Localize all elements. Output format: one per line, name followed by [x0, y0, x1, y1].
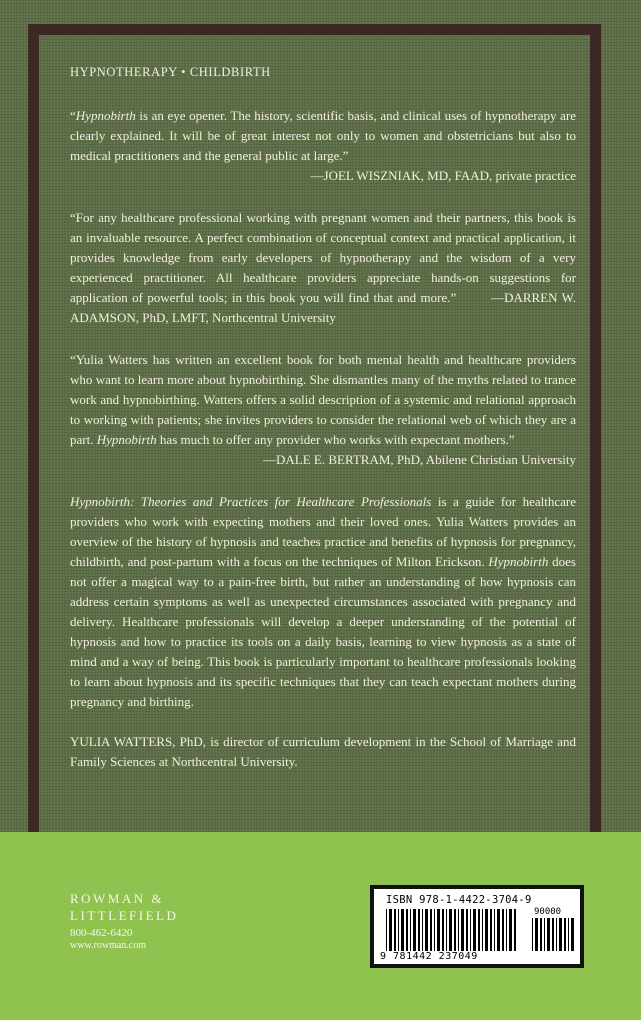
quote-3-text-before: “Yulia Watters has written an excellent book for both mental health and healthcare providers who want to learn more about hypnobirthing. She dismantles many of the myths related to trance work and hypnobirthing. Watters offers a solid description of a systemic and relational approach to working with patients; she invites providers to consider the relational web of which they are a part.: [70, 352, 576, 447]
publisher-block: [70, 890, 178, 951]
publisher-name-line-1: ROWMAN &: [70, 891, 165, 906]
quote-1: [70, 106, 576, 186]
description-text-2: does not offer a magical way to a pain-free birth, but rather an understanding of how hypnosis can address certain symptoms as well as unexpected circumstances associated with pregnancy and delivery. Healthcare professionals will develop a deeper understanding of the potential of hypnosis and how to practice its tools on a daily basis, learning to view hypnosis as a state of mind and a way of being. This book is particularly important to healthcare professionals looking to learn about hypnosis and its specific techniques that they can teach expectant mothers during pregnancy and birthing.: [70, 554, 576, 709]
quote-3: [70, 350, 576, 470]
quote-2-text: “For any healthcare professional working with pregnant women and their partners, this book is an invaluable resource. A perfect combination of conceptual context and practical application, it provides knowledge from early developers of hypnotherapy and the wisdom of a very experienced practitioner. All healthcare providers appreciate hands-on suggestions for application of powerful tools; in this book you will find that and more.”: [70, 210, 576, 305]
quote-3-text-after: has much to offer any provider who works with expectant mothers.”: [156, 432, 515, 447]
quote-2: [70, 208, 576, 328]
barcode-bars-addon: [532, 918, 576, 951]
quote-2-attribution: —DARREN W. ADAMSON, PhD, LMFT, Northcentral University: [70, 290, 577, 325]
description-book-title-2: Hypnobirth: [488, 554, 549, 569]
publisher-phone: 800-462-6420: [70, 927, 133, 939]
isbn-barcode: [370, 885, 584, 968]
quote-1-open: “: [70, 108, 76, 123]
publisher-website: www.rowman.com: [70, 940, 147, 951]
quote-1-attribution: —JOEL WISZNIAK, MD, FAAD, private practice: [310, 168, 576, 183]
category-label: HYPNOTHERAPY • CHILDBIRTH: [70, 65, 271, 79]
description-book-title: Hypnobirth: Theories and Practices for Healthcare Professionals: [70, 494, 432, 509]
quote-3-attribution: —DALE E. BERTRAM, PhD, Abilene Christian University: [262, 452, 576, 467]
ean-digits: 9 781442 237049: [380, 951, 478, 962]
back-cover-text: [70, 62, 576, 772]
publisher-name-line-2: LITTLEFIELD: [70, 908, 179, 923]
quote-1-text: is an eye opener. The history, scientific basis, and clinical uses of hypnotherapy are clearly explained. It will be of great interest not only to women and obstetricians but also to medical practitioners and the general public at large.”: [70, 108, 576, 163]
author-bio: YULIA WATTERS, PhD, is director of curriculum development in the School of Marriage and Family Sciences at Northcentral University.: [70, 734, 576, 769]
quote-3-book-title: Hypnobirth: [96, 432, 157, 447]
quote-1-book-title: Hypnobirth: [75, 108, 136, 123]
price-code: 90000: [534, 907, 562, 917]
barcode-bars-main: [386, 909, 518, 951]
description-text-1: is a guide for healthcare providers who work with expecting mothers and their loved ones. Yulia Watters provides an overview of the history of hypnosis and teaches practice and benefits of hypnosis for pregnancy, childbirth, and post-partum with a focus on the techniques of Milton Erickson.: [70, 494, 576, 569]
book-description: [70, 492, 576, 712]
isbn-text: ISBN 978-1-4422-3704-9: [386, 894, 532, 906]
